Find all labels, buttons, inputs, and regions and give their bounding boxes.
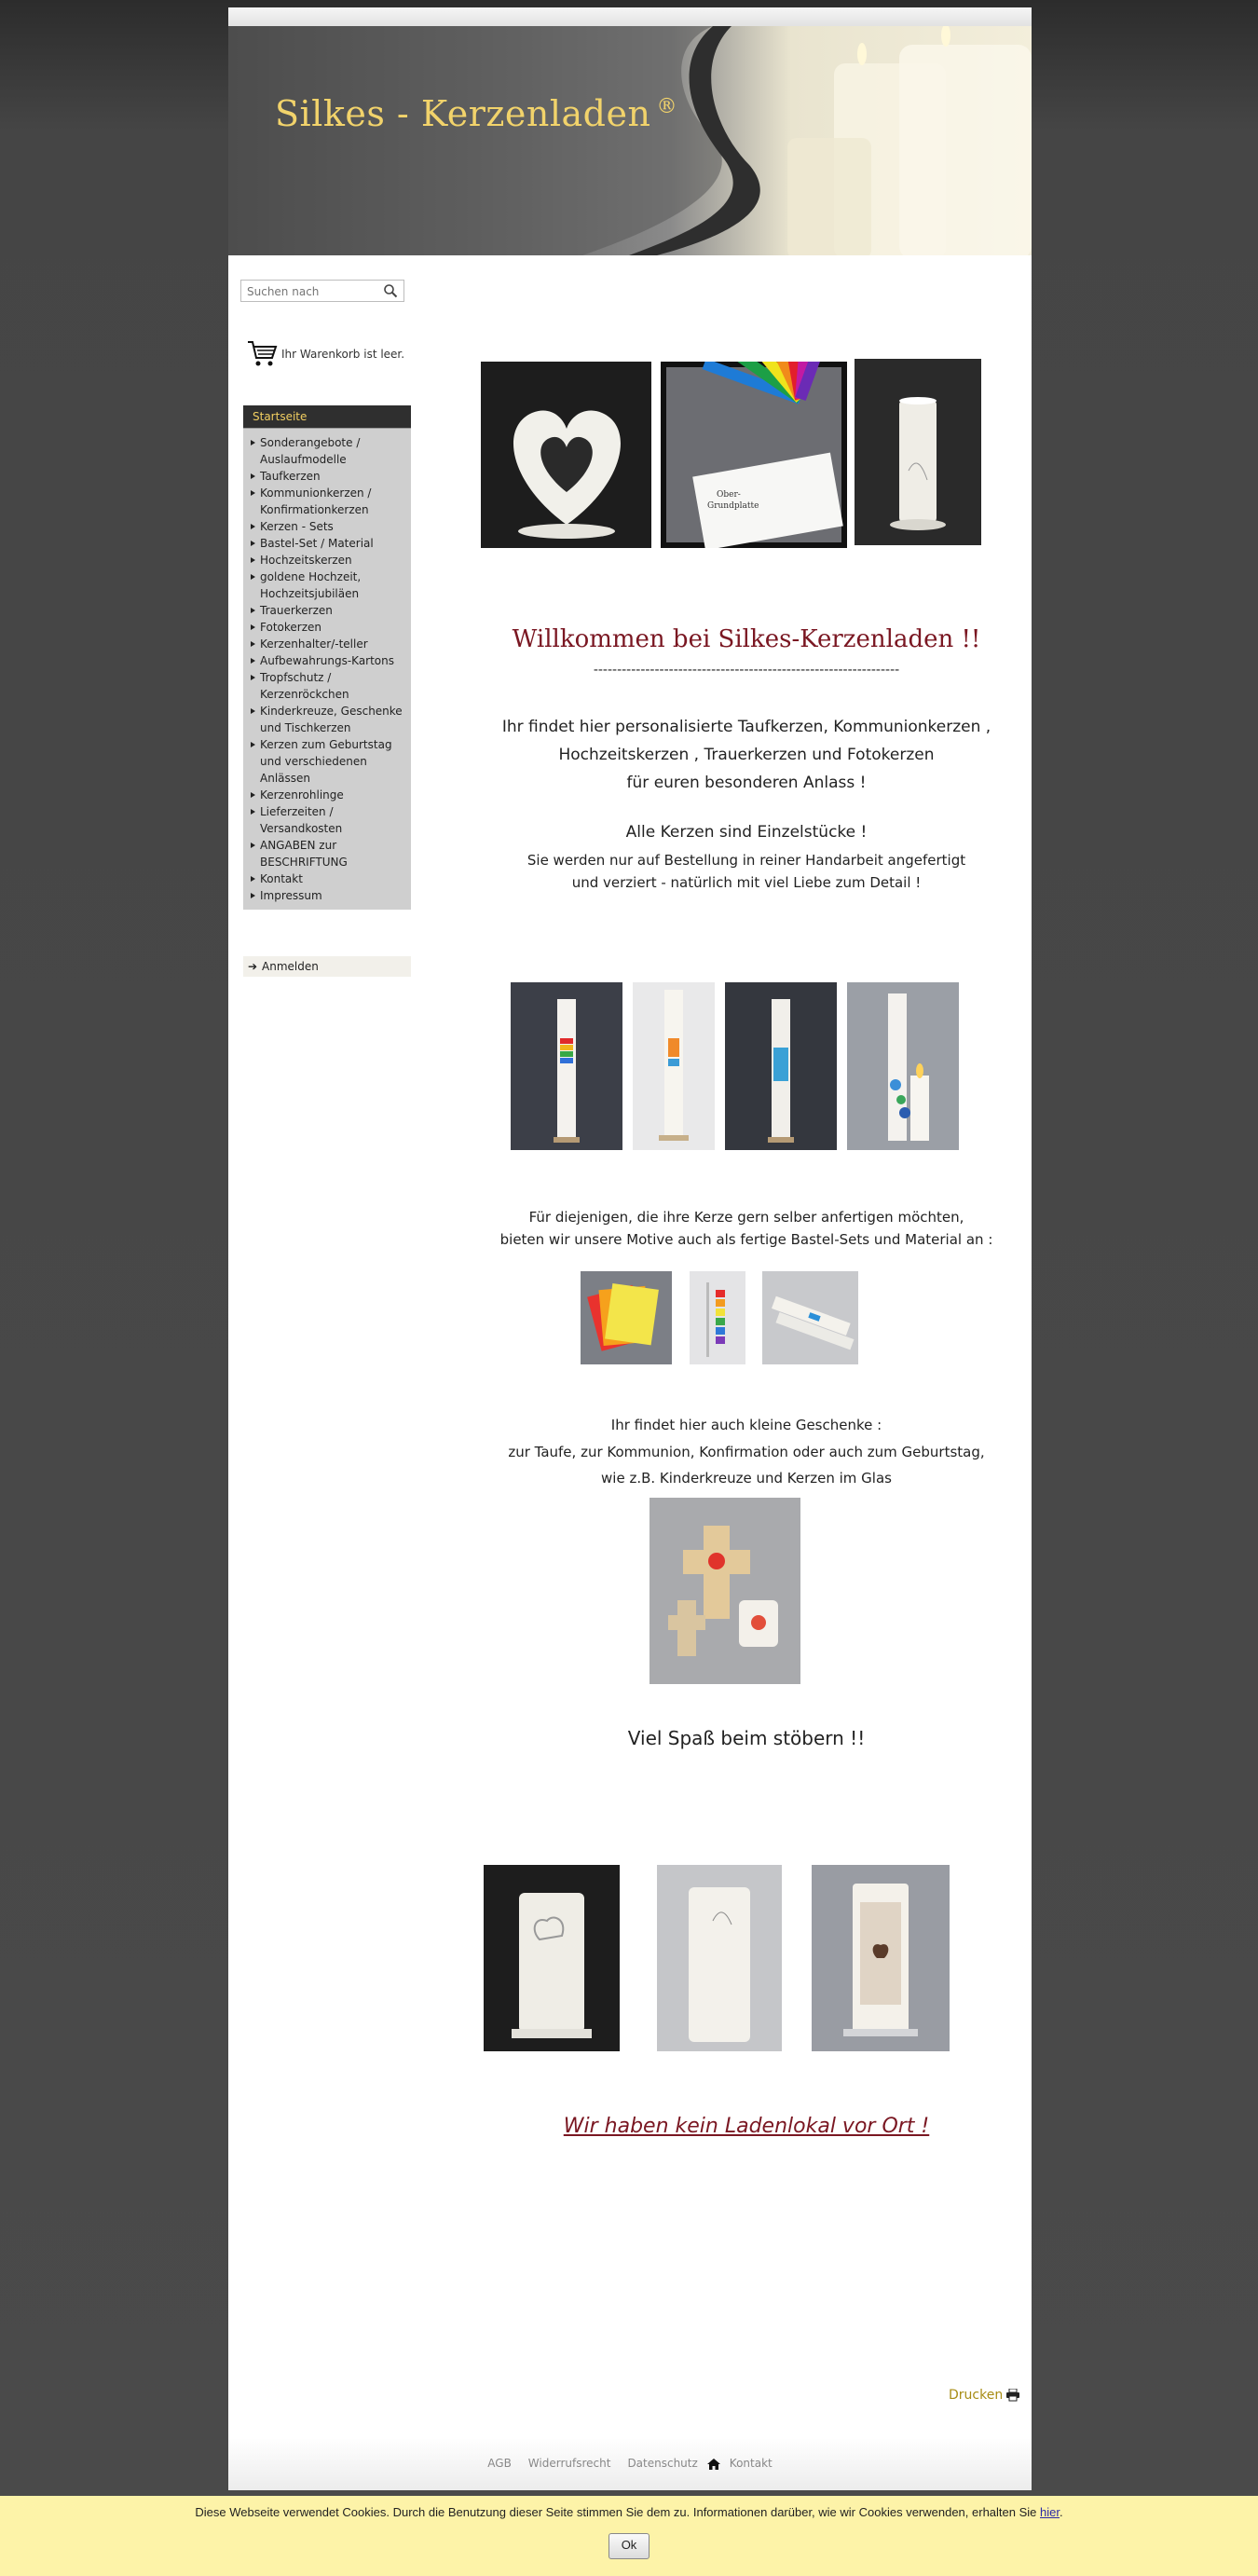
nav-item[interactable]: Kerzen - Sets — [243, 518, 411, 535]
footer-links — [228, 2457, 1032, 2471]
svg-text:Grundplatte: Grundplatte — [707, 501, 759, 511]
product-image-wedding-candle-3[interactable] — [812, 1865, 950, 2051]
candle-banner-graphic — [228, 26, 1032, 255]
intro-line-2: Hochzeitskerzen , Trauerkerzen und Fotokerzen — [558, 746, 935, 764]
search-input[interactable] — [245, 281, 379, 302]
cart-status: Ihr Warenkorb ist leer. — [281, 348, 405, 361]
login-label: Anmelden — [262, 960, 319, 973]
nav-item[interactable]: Taufkerzen — [243, 468, 411, 485]
nav-item[interactable]: Kommunionkerzen / Konfirmationkerzen — [243, 485, 411, 518]
product-image-candle-blue[interactable] — [725, 982, 837, 1150]
nav-item[interactable]: Kinderkreuze, Geschenke und Tischkerzen — [243, 703, 411, 736]
login-link[interactable] — [243, 956, 411, 977]
nav-item[interactable]: Aufbewahrungs-Kartons — [243, 652, 411, 669]
nav-item[interactable]: Tropfschutz / Kerzenröckchen — [243, 669, 411, 703]
product-image-child-crosses[interactable] — [650, 1498, 800, 1684]
site-title[interactable]: Silkes - Kerzenladen ® — [275, 93, 677, 134]
cookie-ok-button[interactable]: Ok — [608, 2533, 650, 2559]
cookie-text: Diese Webseite verwendet Cookies. Durch die Benutzung dieser Seite stimmen Sie dem zu. Informationen darüber, wie wir Cookies verwenden, erhalten Sie — [195, 2505, 1037, 2519]
product-image-heart-candle[interactable] — [481, 362, 651, 548]
home-icon[interactable] — [706, 2458, 721, 2471]
intro-line-1: Ihr findet hier personalisierte Taufkerzen, Kommunionkerzen , — [501, 718, 991, 736]
product-image-candle-dots[interactable] — [847, 982, 959, 1150]
nav-item[interactable]: Kerzenrohlinge — [243, 787, 411, 803]
page-container — [228, 7, 1032, 2490]
footer-link-datenschutz[interactable]: Datenschutz — [627, 2457, 698, 2470]
intro-line-3: für euren besonderen Anlass ! — [626, 774, 867, 792]
nav-item[interactable]: Kerzenhalter/-teller — [243, 636, 411, 652]
cookie-notice: Diese Webseite verwendet Cookies. Durch die Benutzung dieser Seite stimmen Sie dem zu. Informationen darüber, wie wir Cookies verwenden, erhalten Sie hier. — [195, 2505, 1063, 2519]
cookie-info-link[interactable]: hier — [1040, 2505, 1060, 2519]
category-nav — [243, 405, 411, 910]
gifts-line-1: Ihr findet hier auch kleine Geschenke : — [610, 1417, 882, 1433]
handmade-line-2: und verziert - natürlich mit viel Liebe zum Detail ! — [571, 874, 922, 891]
header-banner — [228, 26, 1032, 255]
diy-line-2: bieten wir unsere Motive auch als fertige Bastel-Sets und Material an : — [499, 1231, 993, 1248]
divider-dashes: ----------------------------------------------------------------- — [593, 663, 900, 678]
unique-notice: Alle Kerzen sind Einzelstücke ! — [625, 823, 868, 842]
nav-item[interactable]: Sonderangebote / Auslaufmodelle — [243, 434, 411, 468]
gifts-line-3: wie z.B. Kinderkreuze und Kerzen im Glas — [601, 1470, 892, 1487]
product-image-rainbow-strips[interactable] — [690, 1271, 745, 1364]
nav-item[interactable]: goldene Hochzeit, Hochzeitsjubiläen — [243, 569, 411, 602]
search-icon[interactable] — [383, 283, 398, 298]
fun-message: Viel Spaß beim stöbern !! — [627, 1727, 866, 1749]
product-image-color-fan[interactable] — [661, 362, 847, 548]
nav-item[interactable]: Trauerkerzen — [243, 602, 411, 619]
arrow-right-icon: ➔ — [248, 960, 258, 973]
nav-item[interactable]: Bastel-Set / Material — [243, 535, 411, 552]
nav-item[interactable]: Hochzeitskerzen — [243, 552, 411, 569]
product-image-wedding-candle-1[interactable] — [484, 1865, 620, 2051]
search-box — [240, 280, 404, 302]
nav-item[interactable]: Fotokerzen — [243, 619, 411, 636]
product-image-vase-candle[interactable] — [855, 359, 981, 545]
no-store-notice[interactable]: Wir haben kein Ladenlokal vor Ort ! — [563, 2115, 930, 2138]
footer-link-widerrufsrecht[interactable]: Widerrufsrecht — [527, 2457, 611, 2470]
svg-text:Ober-: Ober- — [717, 490, 741, 500]
nav-item[interactable]: Kerzen zum Geburtstag und verschiedenen Anlässen — [243, 736, 411, 787]
product-image-candle-rainbow[interactable] — [511, 982, 622, 1150]
product-image-set-box[interactable] — [762, 1271, 858, 1364]
footer-link-kontakt[interactable]: Kontakt — [729, 2457, 773, 2470]
nav-list — [243, 429, 411, 910]
print-label: Drucken — [949, 2388, 1004, 2403]
print-link[interactable] — [949, 2388, 1020, 2403]
shopping-cart-icon[interactable] — [247, 339, 279, 369]
top-strip — [228, 7, 1032, 26]
nav-item[interactable]: ANGABEN zur BESCHRIFTUNG — [243, 837, 411, 870]
gifts-line-2: zur Taufe, zur Kommunion, Konfirmation oder auch zum Geburtstag, — [508, 1444, 985, 1460]
nav-item[interactable]: Kontakt — [243, 870, 411, 887]
cookie-banner — [0, 2496, 1258, 2576]
footer — [228, 2438, 1032, 2490]
printer-icon[interactable] — [1005, 2389, 1020, 2402]
product-image-candle-tall[interactable] — [633, 982, 715, 1150]
product-image-wax-sheets[interactable] — [581, 1271, 672, 1364]
welcome-heading: Willkommen bei Silkes-Kerzenladen !! — [512, 625, 981, 653]
cart-widget[interactable] — [247, 339, 424, 369]
footer-link-agb[interactable]: AGB — [487, 2457, 512, 2470]
handmade-line-1: Sie werden nur auf Bestellung in reiner Handarbeit angefertigt — [526, 852, 966, 869]
nav-item[interactable]: Impressum — [243, 887, 411, 904]
registered-mark: ® — [656, 95, 677, 119]
product-image-wedding-candle-2[interactable] — [657, 1865, 782, 2051]
diy-line-1: Für diejenigen, die ihre Kerze gern selber anfertigen möchten, — [528, 1209, 964, 1226]
nav-item-startseite[interactable]: Startseite — [243, 405, 411, 429]
nav-item[interactable]: Lieferzeiten / Versandkosten — [243, 803, 411, 837]
